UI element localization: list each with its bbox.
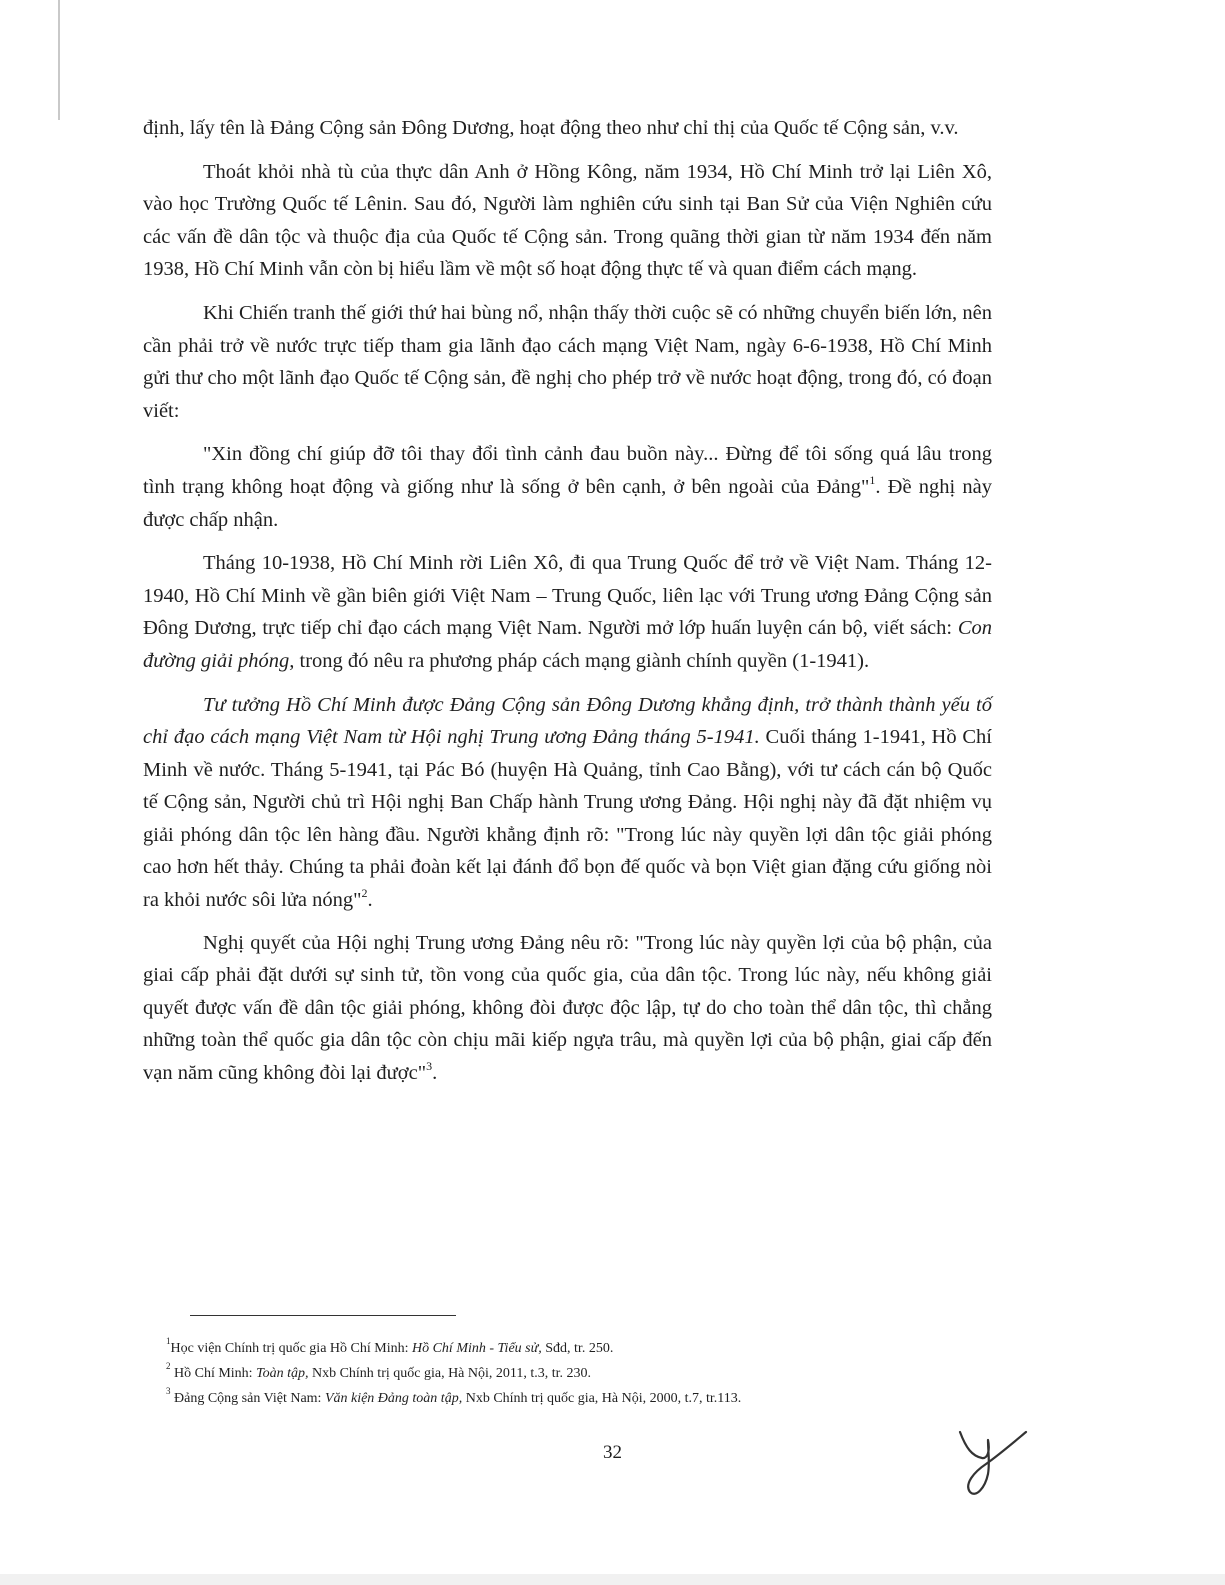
italic-thesis-statement: Tư tưởng Hồ Chí Minh được Đảng Cộng sản Đông Dương khẳng định, trở thành thành yếu tố chỉ đạo cách mạng Việt Nam từ Hội nghị Trung ương Đảng tháng 5-1941. (143, 693, 992, 749)
footnote-source: Đảng Cộng sản Việt Nam: (170, 1391, 325, 1406)
footnote-source: Học viện Chính trị quốc gia Hồ Chí Minh: (170, 1341, 412, 1356)
scan-edge-bottom (0, 1574, 1225, 1585)
paragraph-3 (143, 297, 992, 427)
footnote-details: Nxb Chính trị quốc gia, Hà Nội, 2011, t.3, tr. 230. (308, 1366, 592, 1381)
paragraph-6 (143, 689, 992, 917)
footnote-source: Hồ Chí Minh: (170, 1366, 257, 1381)
paragraph-7 (143, 927, 992, 1090)
paragraph-2-text: Thoát khỏi nhà tù của thực dân Anh ở Hồng Kông, năm 1934, Hồ Chí Minh trở lại Liên Xô, vào học Trường Quốc tế Lênin. Sau đó, Người làm nghiên cứu sinh tại Ban Sử của Viện Nghiên cứu các vấn đề dân tộc và thuộc địa của Quốc tế Cộng sản. Trong quãng thời gian từ năm 1934 đến năm 1938, Hồ Chí Minh vẫn còn bị hiểu lầm về một số hoạt động thực tế và quan điểm cách mạng. (143, 160, 992, 281)
paragraph-5-text: Tháng 10-1938, Hồ Chí Minh rời Liên Xô, đi qua Trung Quốc để trở về Việt Nam. Tháng 12-1940, Hồ Chí Minh về gần biên giới Việt Nam – Trung Quốc, liên lạc với Trung ương Đảng Cộng sản Đông Dương, trực tiếp chỉ đạo cách mạng Việt Nam. Người mở lớp huấn luyện cán bộ, viết sách: (143, 552, 992, 640)
footnote-details: Sđd, tr. 250. (541, 1341, 614, 1356)
paragraph-7-text: Nghị quyết của Hội nghị Trung ương Đảng nêu rõ: "Trong lúc này quyền lợi của bộ phận, của giai cấp phải đặt dưới sự sinh tử, tồn vong của quốc gia, của dân tộc. Trong lúc này, nếu không giải quyết được vấn đề dân tộc giải phóng, không đòi được độc lập, tự do cho toàn thể dân tộc, thì chẳng những toàn thể quốc gia dân tộc còn chịu mãi kiếp ngựa trâu, mà quyền lợi của bộ phận, giai cấp đến vạn năm cũng không đòi lại được" (143, 931, 992, 1085)
footnote-title: Văn kiện Đảng toàn tập, (324, 1391, 463, 1406)
paragraph-2 (143, 156, 992, 286)
footnotes (166, 1336, 966, 1411)
footnote-ref-3: 3 (426, 1059, 433, 1074)
footnote-ref-1: 1 (869, 473, 876, 488)
footnote-title: Hồ Chí Minh - Tiểu sử, (411, 1341, 542, 1356)
footnote-details: Nxb Chính trị quốc gia, Hà Nội, 2000, t.7, tr.113. (462, 1391, 742, 1406)
page-number: 32 (603, 1442, 622, 1463)
footnote-3 (166, 1386, 966, 1411)
footnote-separator (190, 1315, 456, 1316)
handwritten-initial-mark-icon (952, 1418, 1032, 1507)
quotation-text: "Xin đồng chí giúp đỡ tôi thay đổi tình cảnh đau buồn này... Đừng để tôi sống quá lâu trong tình trạng không hoạt động và giống như là sống ở bên cạnh, ở bên ngoài của Đảng" (143, 443, 992, 498)
footnote-title: Toàn tập, (256, 1366, 309, 1381)
paragraph-6-end: . (367, 889, 373, 912)
quotation-paragraph (143, 438, 992, 536)
book-title-italic: Con đường giải phóng, (143, 617, 992, 672)
document-body (143, 112, 992, 1090)
paragraph-5 (143, 547, 992, 677)
footnote-ref-2: 2 (361, 886, 368, 901)
paragraph-7-end: . (432, 1062, 438, 1085)
footnote-2 (166, 1361, 966, 1386)
footnote-1 (166, 1336, 966, 1361)
footnote-number: 1 (166, 1336, 171, 1347)
footnote-number: 2 (166, 1361, 171, 1372)
scan-edge-left (58, 0, 60, 120)
paragraph-3-text: Khi Chiến tranh thế giới thứ hai bùng nổ, nhận thấy thời cuộc sẽ có những chuyển biến lớn, nên cần phải trở về nước trực tiếp tham gia lãnh đạo cách mạng Việt Nam, ngày 6-6-1938, Hồ Chí Minh gửi thư cho một lãnh đạo Quốc tế Cộng sản, đề nghị cho phép trở về nước hoạt động, trong đó, có đoạn viết: (143, 301, 992, 422)
paragraph-5-after-text: trong đó nêu ra phương pháp cách mạng giành chính quyền (1-1941). (294, 649, 870, 672)
quotation-after-text: . Đề nghị này được chấp nhận. (143, 475, 993, 531)
paragraph-1-text: định, lấy tên là Đảng Cộng sản Đông Dương, hoạt động theo như chỉ thị của Quốc tế Cộng sản, v.v. (143, 117, 959, 139)
paragraph-1 (143, 112, 992, 145)
paragraph-6-text: Cuối tháng 1-1941, Hồ Chí Minh về nước. Tháng 5-1941, tại Pác Bó (huyện Hà Quảng, tỉnh Cao Bằng), với tư cách cán bộ Quốc tế Cộng sản, Người chủ trì Hội nghị Ban Chấp hành Trung ương Đảng. Hội nghị này đã đặt nhiệm vụ giải phóng dân tộc lên hàng đầu. Người khẳng định rõ: "Trong lúc này quyền lợi dân tộc giải phóng cao hơn hết thảy. Chúng ta phải đoàn kết lại đánh đổ bọn đế quốc và bọn Việt gian đặng cứu giống nòi ra khỏi nước sôi lửa nóng" (143, 726, 992, 912)
footnote-number: 3 (166, 1386, 171, 1397)
